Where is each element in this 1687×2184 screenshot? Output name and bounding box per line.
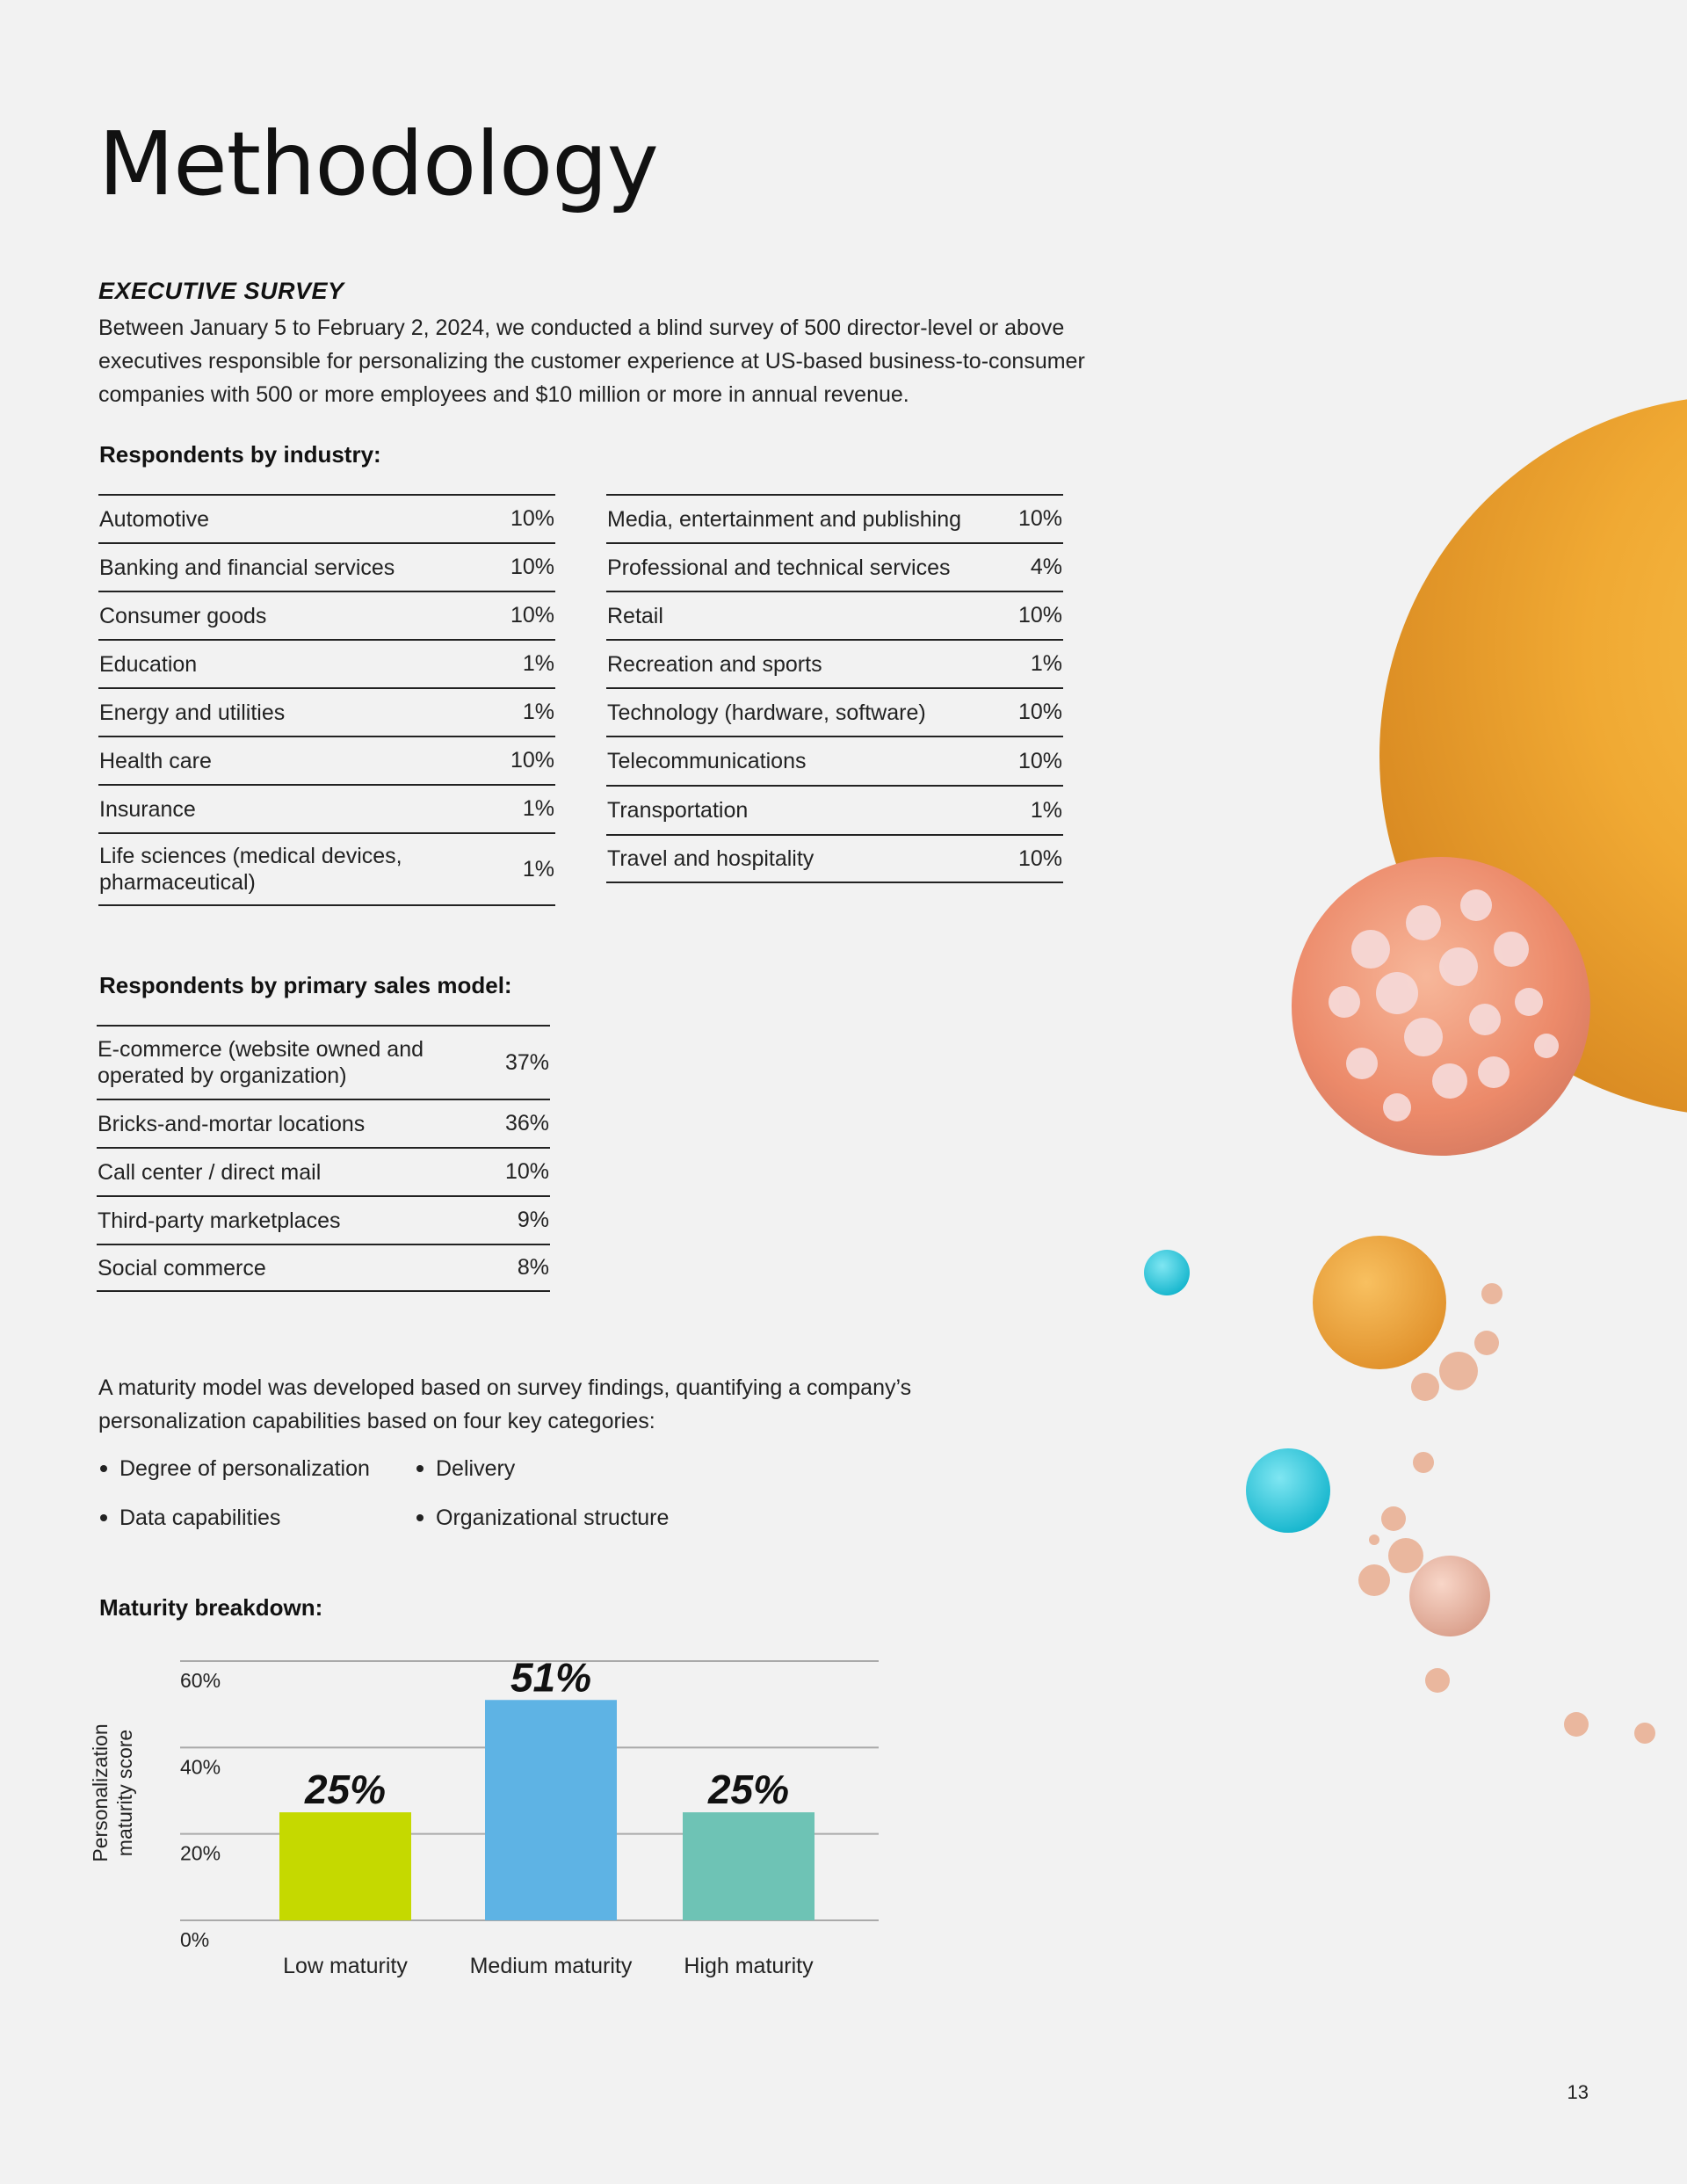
y-axis-label: Personalizationmaturity score (89, 1723, 136, 1862)
bar-low-maturity (279, 1812, 411, 1920)
row-label: Call center / direct mail (98, 1159, 322, 1185)
row-value: 1% (522, 651, 554, 676)
row-label: Telecommunications (607, 749, 807, 773)
row-value: 10% (510, 506, 554, 531)
list-item-label: Organizational structure (436, 1506, 670, 1530)
page-number: 13 (1567, 2081, 1589, 2103)
intro-paragraph: Between January 5 to February 2, 2024, we conducted a blind survey of 500 director-level or above executives responsible for personalizing the customer experience at US-based business-to-consumer companies with 500 or more employees and $10 million or more in annual revenue. (98, 316, 1085, 407)
table-row (97, 1195, 550, 1244)
table-row (98, 832, 555, 906)
list-item-label: Delivery (436, 1456, 516, 1481)
table-row (98, 494, 555, 542)
table-row (97, 1099, 550, 1147)
row-value: 37% (504, 1049, 549, 1075)
row-value: 10% (510, 555, 554, 579)
list-item-label: Data capabilities (119, 1506, 281, 1530)
table-row (98, 542, 555, 591)
maturity-heading: Maturity breakdown: (99, 1594, 323, 1621)
industry-table-right (606, 494, 1063, 883)
sales-model-heading: Respondents by primary sales model: (99, 972, 512, 998)
list-item (98, 1501, 415, 1535)
row-value: 10% (510, 603, 554, 628)
row-value: 9% (517, 1208, 549, 1232)
row-label: Health care (99, 748, 212, 773)
table-row (606, 785, 1063, 834)
table-row (98, 784, 555, 832)
row-label: Banking and financial services (99, 555, 395, 580)
large-orange-sphere (1379, 395, 1687, 1116)
industry-heading: Respondents by industry: (99, 441, 381, 468)
row-label: Life sciences (medical devices, pharmaceutical) (99, 844, 402, 895)
list-item (415, 1501, 731, 1535)
table-row (98, 736, 555, 784)
row-label: Retail (607, 603, 663, 628)
maturity-bar-chart (88, 1643, 896, 1995)
table-row (97, 1025, 550, 1099)
table-row (98, 687, 555, 736)
row-value: 10% (510, 748, 554, 773)
row-value: 8% (517, 1255, 549, 1280)
table-row (606, 736, 1063, 785)
row-value: 10% (1017, 700, 1062, 724)
table-row (606, 687, 1063, 736)
x-tick-label: Medium maturity (469, 1954, 633, 1978)
row-label: Social commerce (98, 1255, 266, 1281)
row-value: 1% (522, 856, 554, 882)
row-label: Transportation (607, 798, 749, 823)
row-label: Bricks-and-mortar locations (98, 1111, 366, 1136)
table-row (98, 591, 555, 639)
row-label: Automotive (99, 506, 210, 532)
medium-orange-sphere (1313, 1236, 1446, 1369)
y-tick-label: 0% (180, 1928, 210, 1951)
maturity-paragraph: A maturity model was developed based on survey findings, quantifying a company’s personalization capabilities based on four key categories: (98, 1375, 912, 1433)
row-label: Travel and hospitality (607, 846, 815, 871)
page-title: Methodology (98, 112, 658, 215)
x-tick-label: Low maturity (283, 1954, 408, 1978)
row-label: Insurance (99, 796, 196, 822)
list-item (415, 1452, 731, 1485)
coral-cluster-sphere (1292, 857, 1590, 1156)
row-label: Media, entertainment and publishing (607, 506, 962, 532)
table-row (606, 639, 1063, 687)
table-row (606, 542, 1063, 591)
table-row (606, 494, 1063, 542)
row-value: 10% (1017, 506, 1062, 531)
row-label: E-commerce (website owned and operated by organization) (98, 1037, 424, 1088)
bar-medium-maturity (485, 1700, 617, 1920)
bar-high-maturity (683, 1812, 815, 1920)
bar-value-label: 25% (707, 1767, 790, 1813)
row-label: Recreation and sports (607, 651, 822, 677)
row-value: 1% (522, 700, 554, 724)
row-label: Technology (hardware, software) (607, 700, 926, 725)
section-label: EXECUTIVE SURVEY (98, 278, 344, 304)
row-label: Energy and utilities (99, 700, 286, 725)
list-item-label: Degree of personalization (119, 1456, 370, 1481)
y-tick-label: 40% (180, 1755, 221, 1779)
row-value: 10% (1017, 603, 1062, 628)
row-label: Education (99, 651, 198, 677)
industry-table-left (98, 494, 555, 906)
table-row (98, 639, 555, 687)
cyan-sphere (1246, 1448, 1330, 1533)
row-value: 10% (1017, 845, 1062, 871)
list-item (98, 1452, 415, 1485)
table-row (606, 834, 1063, 883)
row-label: Professional and technical services (607, 555, 951, 580)
row-value: 36% (504, 1111, 549, 1136)
x-tick-label: High maturity (684, 1954, 814, 1978)
small-cyan-sphere (1144, 1250, 1190, 1295)
row-value: 1% (522, 796, 554, 821)
y-tick-label: 60% (180, 1669, 221, 1692)
sales-model-table (97, 1025, 550, 1292)
table-row (97, 1147, 550, 1195)
bar-value-label: 51% (510, 1654, 592, 1701)
row-value: 10% (1017, 748, 1062, 773)
bar-value-label: 25% (304, 1767, 387, 1813)
row-value: 1% (1030, 651, 1062, 676)
y-tick-label: 20% (180, 1841, 221, 1865)
table-row (606, 591, 1063, 639)
row-value: 1% (1030, 797, 1062, 823)
row-label: Consumer goods (99, 603, 267, 628)
pink-sphere (1409, 1556, 1490, 1636)
table-row (97, 1244, 550, 1292)
row-value: 10% (504, 1159, 549, 1184)
row-label: Third-party marketplaces (98, 1208, 341, 1233)
row-value: 4% (1030, 555, 1062, 579)
maturity-categories-list (98, 1452, 731, 1535)
